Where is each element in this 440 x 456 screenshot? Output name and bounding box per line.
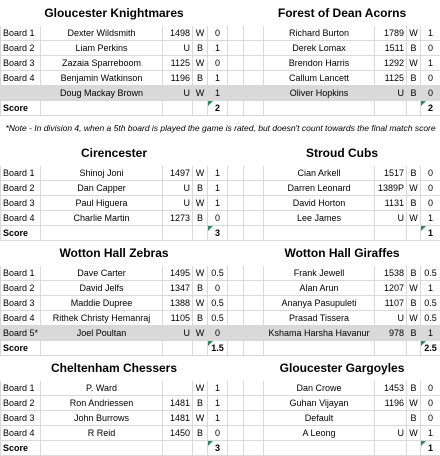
empty-cell [163, 101, 193, 116]
away-player-rating: 1453 [375, 381, 407, 396]
empty-cell [193, 101, 208, 116]
board-label: Board 1 [1, 266, 41, 281]
away-player-score: 0.5 [421, 296, 440, 311]
away-player-rating: U [375, 311, 407, 326]
home-player-color: W [193, 26, 208, 41]
spacer-cell [244, 26, 264, 41]
away-total-score: 2.5 [421, 341, 440, 356]
empty-cell [244, 101, 264, 116]
home-player-color: W [193, 411, 208, 426]
away-player-color: B [407, 71, 421, 86]
board-row [1, 181, 440, 196]
away-player-name: Oliver Hopkins [264, 86, 375, 101]
score-label: Score [1, 341, 41, 356]
home-player-name: Joel Poultan [41, 326, 163, 341]
board-label: Board 5* [1, 326, 41, 341]
board-row [1, 266, 440, 281]
team-title-row [1, 1, 440, 26]
empty-cell [264, 341, 375, 356]
spacer-cell [244, 71, 264, 86]
home-player-score: 0 [208, 326, 228, 341]
board-label: Board 4 [1, 311, 41, 326]
away-player-color: B [407, 86, 421, 101]
away-player-color: W [407, 281, 421, 296]
home-player-rating: 1481 [163, 396, 193, 411]
home-player-name: David Jelfs [41, 281, 163, 296]
home-player-rating: 1105 [163, 311, 193, 326]
away-player-score: 0 [421, 41, 440, 56]
home-player-name: Benjamin Watkinson [41, 71, 163, 86]
home-player-rating: 1388 [163, 296, 193, 311]
empty-cell [407, 101, 421, 116]
away-team-name: Stroud Cubs [244, 141, 440, 166]
column-gap [228, 311, 244, 326]
spacer-cell [244, 41, 264, 56]
home-player-name: P. Ward [41, 381, 163, 396]
board-row [1, 311, 440, 326]
empty-cell [375, 341, 407, 356]
away-player-color: B [407, 166, 421, 181]
empty-cell [244, 226, 264, 241]
home-player-score: 0 [208, 26, 228, 41]
away-player-rating [375, 411, 407, 426]
spacer-cell [244, 166, 264, 181]
team-title-row [1, 141, 440, 166]
away-player-color: W [407, 426, 421, 441]
home-player-score: 0 [208, 426, 228, 441]
away-player-score: 1 [421, 281, 440, 296]
column-gap [228, 281, 244, 296]
away-player-rating: 1107 [375, 296, 407, 311]
away-player-name: Callum Lancett [264, 71, 375, 86]
board-row [1, 56, 440, 71]
team-title-row [1, 241, 440, 266]
away-player-color: B [407, 381, 421, 396]
home-player-score: 1 [208, 411, 228, 426]
home-player-color: W [193, 266, 208, 281]
home-player-color: W [193, 56, 208, 71]
board-label: Board 2 [1, 181, 41, 196]
away-player-color: B [407, 266, 421, 281]
away-player-score: 0 [421, 181, 440, 196]
away-player-color: W [407, 311, 421, 326]
home-player-score: 1 [208, 71, 228, 86]
away-player-name: Lee James [264, 211, 375, 226]
team-title-row [1, 356, 440, 381]
home-player-rating: 1196 [163, 71, 193, 86]
board-row [1, 426, 440, 441]
score-row [1, 101, 440, 116]
home-player-color: W [193, 86, 208, 101]
away-player-score: 1 [421, 326, 440, 341]
away-player-name: Darren Leonard [264, 181, 375, 196]
board-label: Board 3 [1, 196, 41, 211]
score-row [1, 226, 440, 241]
column-gap [228, 56, 244, 71]
home-player-name: Shinoj Joni [41, 166, 163, 181]
home-player-rating: 1495 [163, 266, 193, 281]
column-gap [228, 266, 244, 281]
column-gap [228, 71, 244, 86]
empty-cell [375, 226, 407, 241]
away-player-score: 1 [421, 211, 440, 226]
away-player-color: B [407, 296, 421, 311]
home-player-score: 0.5 [208, 296, 228, 311]
column-gap [228, 26, 244, 41]
spacer-cell [244, 181, 264, 196]
away-player-name: Cian Arkell [264, 166, 375, 181]
fifth-board-row [1, 86, 440, 101]
home-player-score: 1 [208, 196, 228, 211]
empty-cell [244, 441, 264, 456]
spacer-cell [244, 326, 264, 341]
away-player-rating: U [375, 211, 407, 226]
board-label: Board 3 [1, 411, 41, 426]
home-player-rating: U [163, 181, 193, 196]
spacer-cell [244, 396, 264, 411]
spacer-cell [244, 311, 264, 326]
away-player-name: Kshama Harsha Havanur [264, 326, 375, 341]
spacer-cell [244, 211, 264, 226]
board-row [1, 71, 440, 86]
away-player-score: 0 [421, 86, 440, 101]
column-gap [228, 101, 244, 116]
board-label: Board 4 [1, 426, 41, 441]
away-player-rating: 1517 [375, 166, 407, 181]
home-player-rating: U [163, 196, 193, 211]
empty-cell [244, 341, 264, 356]
home-player-rating: 1347 [163, 281, 193, 296]
score-row [1, 341, 440, 356]
fifth-board-row [1, 326, 440, 341]
away-player-rating: 1125 [375, 71, 407, 86]
away-player-color: W [407, 396, 421, 411]
away-player-name: Default [264, 411, 375, 426]
home-player-rating: 1497 [163, 166, 193, 181]
board-row [1, 411, 440, 426]
home-player-name: Charlie Martin [41, 211, 163, 226]
away-player-rating: 978 [375, 326, 407, 341]
score-label: Score [1, 101, 41, 116]
score-label: Score [1, 441, 41, 456]
board-row [1, 281, 440, 296]
board-row [1, 211, 440, 226]
column-gap [228, 141, 244, 166]
away-player-score: 1 [421, 426, 440, 441]
empty-cell [41, 101, 163, 116]
column-gap [228, 211, 244, 226]
away-player-rating: 1389P [375, 181, 407, 196]
home-player-name: Zazaia Sparreboom [41, 56, 163, 71]
column-gap [228, 1, 244, 26]
away-player-score: 0 [421, 411, 440, 426]
home-player-color: W [193, 166, 208, 181]
spacer-cell [244, 296, 264, 311]
empty-cell [163, 341, 193, 356]
column-gap [228, 296, 244, 311]
away-player-score: 0 [421, 396, 440, 411]
home-total-score: 2 [208, 101, 228, 116]
away-player-name: Brendon Harris [264, 56, 375, 71]
column-gap [228, 381, 244, 396]
spacer-cell [244, 56, 264, 71]
home-player-score: 0.5 [208, 266, 228, 281]
home-player-score: 0 [208, 56, 228, 71]
home-player-name: Maddie Dupree [41, 296, 163, 311]
home-player-score: 1 [208, 41, 228, 56]
column-gap [228, 226, 244, 241]
spacer-cell [244, 266, 264, 281]
away-player-name: Derek Lomax [264, 41, 375, 56]
column-gap [228, 326, 244, 341]
home-player-name: Dan Capper [41, 181, 163, 196]
empty-cell [375, 441, 407, 456]
away-player-color: W [407, 211, 421, 226]
away-player-score: 0 [421, 166, 440, 181]
away-player-color: B [407, 196, 421, 211]
away-player-score: 1 [421, 56, 440, 71]
empty-cell [407, 441, 421, 456]
home-player-name: Rithek Christy Hemanraj [41, 311, 163, 326]
empty-cell [193, 226, 208, 241]
board-row [1, 381, 440, 396]
away-total-score: 2 [421, 101, 440, 116]
home-player-name: R Reid [41, 426, 163, 441]
empty-cell [163, 441, 193, 456]
board-label: Board 2 [1, 396, 41, 411]
board-row [1, 196, 440, 211]
spacer-cell [244, 196, 264, 211]
home-player-color: B [193, 396, 208, 411]
home-player-rating: U [163, 41, 193, 56]
board-row [1, 41, 440, 56]
away-player-score: 1 [421, 26, 440, 41]
home-total-score: 1.5 [208, 341, 228, 356]
home-player-score: 1 [208, 181, 228, 196]
empty-cell [41, 341, 163, 356]
home-player-rating: 1450 [163, 426, 193, 441]
column-gap [228, 86, 244, 101]
away-player-name: David Horton [264, 196, 375, 211]
away-team-name: Forest of Dean Acorns [244, 1, 440, 26]
home-player-color: B [193, 211, 208, 226]
column-gap [228, 411, 244, 426]
away-total-score: 1 [421, 226, 440, 241]
fifth-board-note-row [1, 116, 440, 141]
home-player-name: Dave Carter [41, 266, 163, 281]
score-row [1, 441, 440, 456]
away-team-name: Wotton Hall Giraffes [244, 241, 440, 266]
away-player-rating: 1131 [375, 196, 407, 211]
spacer-cell [244, 86, 264, 101]
home-team-name: Cirencester [1, 141, 228, 166]
empty-cell [264, 101, 375, 116]
home-player-score: 1 [208, 381, 228, 396]
spacer-cell [244, 426, 264, 441]
home-player-rating: 1481 [163, 411, 193, 426]
home-player-color: W [193, 381, 208, 396]
spacer-cell [244, 381, 264, 396]
home-player-score: 1 [208, 166, 228, 181]
fifth-board-note: *Note - In division 4, when a 5th board is played the game is rated, but doesn't count towards the final match score [1, 116, 440, 141]
away-player-score: 0.5 [421, 311, 440, 326]
home-total-score: 3 [208, 441, 228, 456]
board-row [1, 26, 440, 41]
board-label: Board 1 [1, 166, 41, 181]
away-player-rating: 1511 [375, 41, 407, 56]
away-total-score: 1 [421, 441, 440, 456]
board-label: Board 3 [1, 56, 41, 71]
column-gap [228, 396, 244, 411]
away-player-score: 0 [421, 71, 440, 86]
away-player-name: A Leong [264, 426, 375, 441]
away-player-color: B [407, 326, 421, 341]
away-player-name: Prasad Tissera [264, 311, 375, 326]
home-player-name: Paul Higuera [41, 196, 163, 211]
away-player-rating: 1196 [375, 396, 407, 411]
empty-cell [193, 341, 208, 356]
home-team-name: Gloucester Knightmares [1, 1, 228, 26]
home-team-name: Wotton Hall Zebras [1, 241, 228, 266]
home-player-color: B [193, 426, 208, 441]
board-row [1, 166, 440, 181]
away-player-name: Guhan Vijayan [264, 396, 375, 411]
away-player-rating: 1789 [375, 26, 407, 41]
home-player-color: B [193, 181, 208, 196]
home-player-rating: U [163, 86, 193, 101]
away-team-name: Gloucester Gargoyles [244, 356, 440, 381]
empty-cell [264, 226, 375, 241]
column-gap [228, 241, 244, 266]
home-team-name: Cheltenham Chessers [1, 356, 228, 381]
home-player-name: Doug Mackay Brown [41, 86, 163, 101]
home-player-rating: U [163, 326, 193, 341]
empty-cell [375, 101, 407, 116]
away-player-color: W [407, 56, 421, 71]
board-row [1, 296, 440, 311]
away-player-rating: 1538 [375, 266, 407, 281]
board-label: Board 2 [1, 281, 41, 296]
empty-cell [193, 441, 208, 456]
column-gap [228, 196, 244, 211]
home-player-score: 1 [208, 396, 228, 411]
away-player-rating: 1207 [375, 281, 407, 296]
home-player-rating [163, 381, 193, 396]
away-player-name: Richard Burton [264, 26, 375, 41]
away-player-rating: U [375, 426, 407, 441]
away-player-color: B [407, 411, 421, 426]
away-player-name: Ananya Pasupuleti [264, 296, 375, 311]
home-player-score: 0 [208, 281, 228, 296]
empty-cell [41, 441, 163, 456]
away-player-color: B [407, 41, 421, 56]
spacer-cell [244, 281, 264, 296]
home-player-color: B [193, 41, 208, 56]
home-player-rating: 1125 [163, 56, 193, 71]
away-player-name: Dan Crowe [264, 381, 375, 396]
board-label: Board 1 [1, 381, 41, 396]
board-label: Board 1 [1, 26, 41, 41]
empty-cell [407, 226, 421, 241]
home-player-color: W [193, 296, 208, 311]
empty-cell [163, 226, 193, 241]
away-player-score: 0 [421, 381, 440, 396]
board-row [1, 396, 440, 411]
board-label: Board 4 [1, 71, 41, 86]
empty-cell [41, 226, 163, 241]
home-player-color: W [193, 196, 208, 211]
spacer-cell [244, 411, 264, 426]
board-label [1, 86, 41, 101]
board-label: Board 3 [1, 296, 41, 311]
away-player-color: W [407, 26, 421, 41]
away-player-color: W [407, 181, 421, 196]
home-player-score: 1 [208, 86, 228, 101]
home-player-color: B [193, 281, 208, 296]
column-gap [228, 441, 244, 456]
away-player-score: 0.5 [421, 266, 440, 281]
home-player-color: B [193, 311, 208, 326]
away-player-rating: 1292 [375, 56, 407, 71]
away-player-rating: U [375, 86, 407, 101]
column-gap [228, 181, 244, 196]
column-gap [228, 41, 244, 56]
home-player-name: Dexter Wildsmith [41, 26, 163, 41]
column-gap [228, 356, 244, 381]
away-player-name: Alan Arun [264, 281, 375, 296]
column-gap [228, 426, 244, 441]
home-player-score: 0 [208, 211, 228, 226]
empty-cell [264, 441, 375, 456]
score-label: Score [1, 226, 41, 241]
away-player-name: Frank Jewell [264, 266, 375, 281]
home-player-color: B [193, 71, 208, 86]
home-player-name: John Burrows [41, 411, 163, 426]
empty-cell [407, 341, 421, 356]
column-gap [228, 341, 244, 356]
home-player-name: Liam Perkins [41, 41, 163, 56]
home-total-score: 3 [208, 226, 228, 241]
column-gap [228, 166, 244, 181]
board-label: Board 2 [1, 41, 41, 56]
home-player-color: W [193, 326, 208, 341]
home-player-rating: 1498 [163, 26, 193, 41]
home-player-score: 0.5 [208, 311, 228, 326]
away-player-score: 0 [421, 196, 440, 211]
board-label: Board 4 [1, 211, 41, 226]
home-player-name: Ron Andriessen [41, 396, 163, 411]
home-player-rating: 1273 [163, 211, 193, 226]
